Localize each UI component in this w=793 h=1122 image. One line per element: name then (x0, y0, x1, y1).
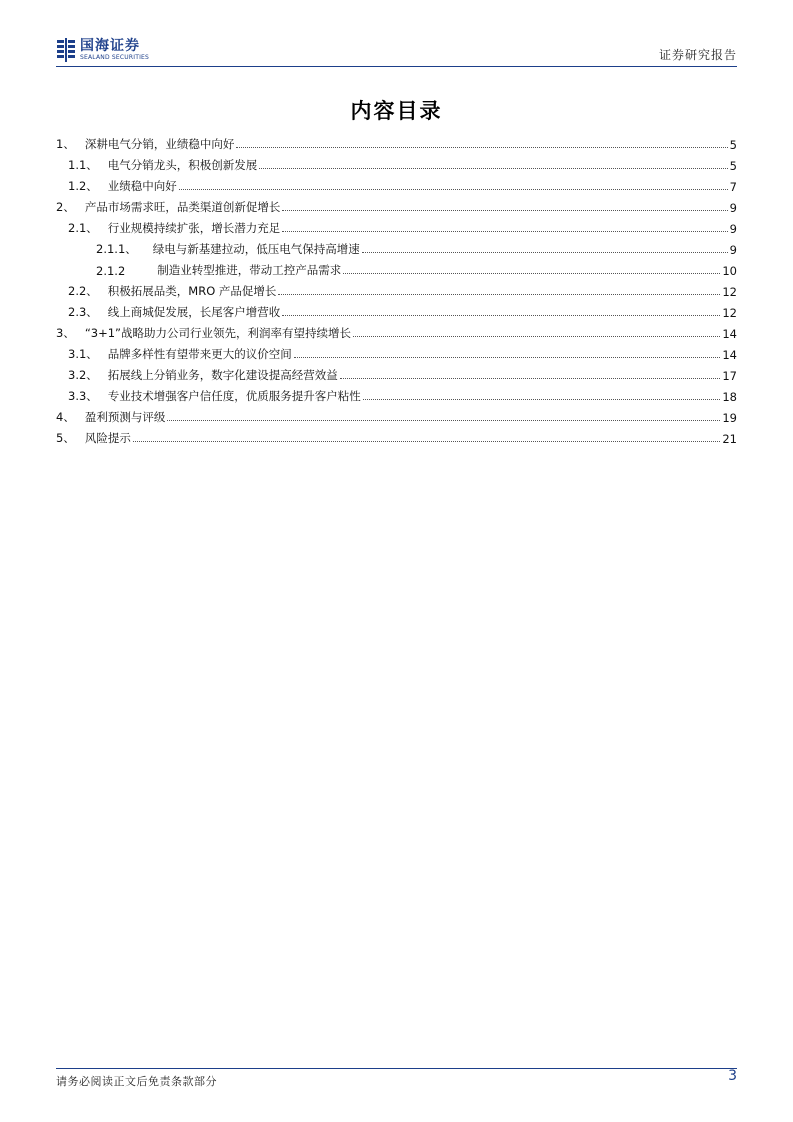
toc-leader-dots (353, 336, 720, 337)
toc-entry-page: 12 (722, 285, 737, 299)
toc-entry-title: 专业技术增强客户信任度，优质服务提升客户粘性 (107, 389, 361, 403)
toc-entry-title: 产品市场需求旺，品类渠道创新促增长 (84, 200, 281, 214)
toc-leader-dots (362, 252, 728, 253)
toc-entry[interactable] (56, 404, 737, 425)
toc-entry-page: 9 (729, 222, 737, 236)
report-type-label: 证券研究报告 (658, 48, 737, 62)
toc-entry-title: 制造业转型推进，带动工控产品需求 (157, 263, 342, 277)
page-header (56, 36, 737, 66)
toc-entry[interactable] (56, 341, 737, 362)
toc-entry[interactable] (56, 215, 737, 236)
toc-entry-title: 深耕电气分销，业绩稳中向好 (84, 137, 235, 151)
toc-entry[interactable] (56, 320, 737, 341)
table-of-contents (56, 131, 737, 446)
company-logo (56, 36, 149, 64)
toc-entry[interactable] (56, 236, 737, 257)
toc-title: 内容目录 (350, 99, 443, 123)
toc-entry[interactable] (56, 257, 737, 278)
toc-entry-title: 风险提示 (84, 431, 131, 445)
toc-entry[interactable] (56, 299, 737, 320)
toc-entry-page: 9 (729, 243, 737, 257)
page-number: 3 (728, 1068, 737, 1084)
toc-entry-page: 19 (722, 411, 737, 425)
toc-leader-dots (167, 420, 720, 421)
toc-leader-dots (363, 399, 721, 400)
toc-entry-title: 品牌多样性有望带来更大的议价空间 (107, 347, 292, 361)
toc-entry-number: 1.2、 (68, 179, 98, 193)
toc-entry-number: 2.1.2 (96, 264, 126, 278)
toc-entry[interactable] (56, 425, 737, 446)
toc-leader-dots (133, 441, 721, 442)
sealand-logo-icon (56, 38, 76, 62)
toc-leader-dots (236, 147, 727, 148)
toc-leader-dots (282, 210, 727, 211)
toc-entry-number: 4、 (56, 410, 75, 424)
toc-entry-number: 2、 (56, 200, 75, 214)
toc-leader-dots (282, 231, 727, 232)
toc-leader-dots (340, 378, 721, 379)
toc-entry-page: 9 (729, 201, 737, 215)
toc-leader-dots (278, 294, 720, 295)
toc-entry-number: 2.2、 (68, 284, 98, 298)
toc-entry-title: 积极拓展品类，MRO 产品促增长 (107, 284, 277, 298)
toc-entry-page: 5 (729, 138, 737, 152)
toc-entry-number: 2.3、 (68, 305, 98, 319)
toc-entry-number: 3.1、 (68, 347, 98, 361)
toc-entry-title: 业绩稳中向好 (107, 179, 177, 193)
toc-entry-page: 10 (722, 264, 737, 278)
toc-leader-dots (294, 357, 721, 358)
toc-entry-page: 7 (729, 180, 737, 194)
toc-entry[interactable] (56, 194, 737, 215)
toc-entry-page: 17 (722, 369, 737, 383)
toc-entry[interactable] (56, 383, 737, 404)
header-divider (56, 66, 737, 67)
toc-entry-number: 2.1.1、 (96, 242, 137, 256)
toc-entry-page: 14 (722, 348, 737, 362)
toc-entry-title: 绿电与新基建拉动，低压电气保持高增速 (152, 242, 360, 256)
toc-entry-title: “3+1”战略助力公司行业领先，利润率有望持续增长 (84, 326, 352, 340)
toc-entry-title: 行业规模持续扩张，增长潜力充足 (107, 221, 281, 235)
toc-entry-number: 3、 (56, 326, 75, 340)
toc-entry[interactable] (56, 173, 737, 194)
logo-english-name: SEALAND SECURITIES (80, 54, 150, 61)
toc-entry-page: 5 (729, 159, 737, 173)
toc-entry-number: 2.1、 (68, 221, 98, 235)
toc-entry-page: 12 (722, 306, 737, 320)
toc-entry[interactable] (56, 152, 737, 173)
toc-entry-title: 电气分销龙头，积极创新发展 (107, 158, 258, 172)
toc-entry-number: 1.1、 (68, 158, 98, 172)
toc-entry-title: 线上商城促发展，长尾客户增营收 (107, 305, 281, 319)
toc-entry[interactable] (56, 131, 737, 152)
toc-entry[interactable] (56, 278, 737, 299)
toc-leader-dots (343, 273, 720, 274)
footer-divider (56, 1068, 737, 1069)
toc-leader-dots (259, 168, 727, 169)
logo-chinese-name: 国海证券 (80, 38, 140, 54)
footer-disclaimer: 请务必阅读正文后免责条款部分 (56, 1075, 217, 1088)
toc-entry-number: 5、 (56, 431, 75, 445)
toc-leader-dots (179, 189, 728, 190)
toc-entry[interactable] (56, 362, 737, 383)
toc-entry-page: 14 (722, 327, 737, 341)
toc-entry-number: 3.2、 (68, 368, 98, 382)
toc-entry-title: 盈利预测与评级 (84, 410, 166, 424)
toc-entry-number: 3.3、 (68, 389, 98, 403)
toc-entry-page: 21 (722, 432, 737, 446)
toc-entry-number: 1、 (56, 137, 75, 151)
toc-entry-title: 拓展线上分销业务，数字化建设提高经营效益 (107, 368, 338, 382)
toc-entry-page: 18 (722, 390, 737, 404)
toc-leader-dots (282, 315, 720, 316)
